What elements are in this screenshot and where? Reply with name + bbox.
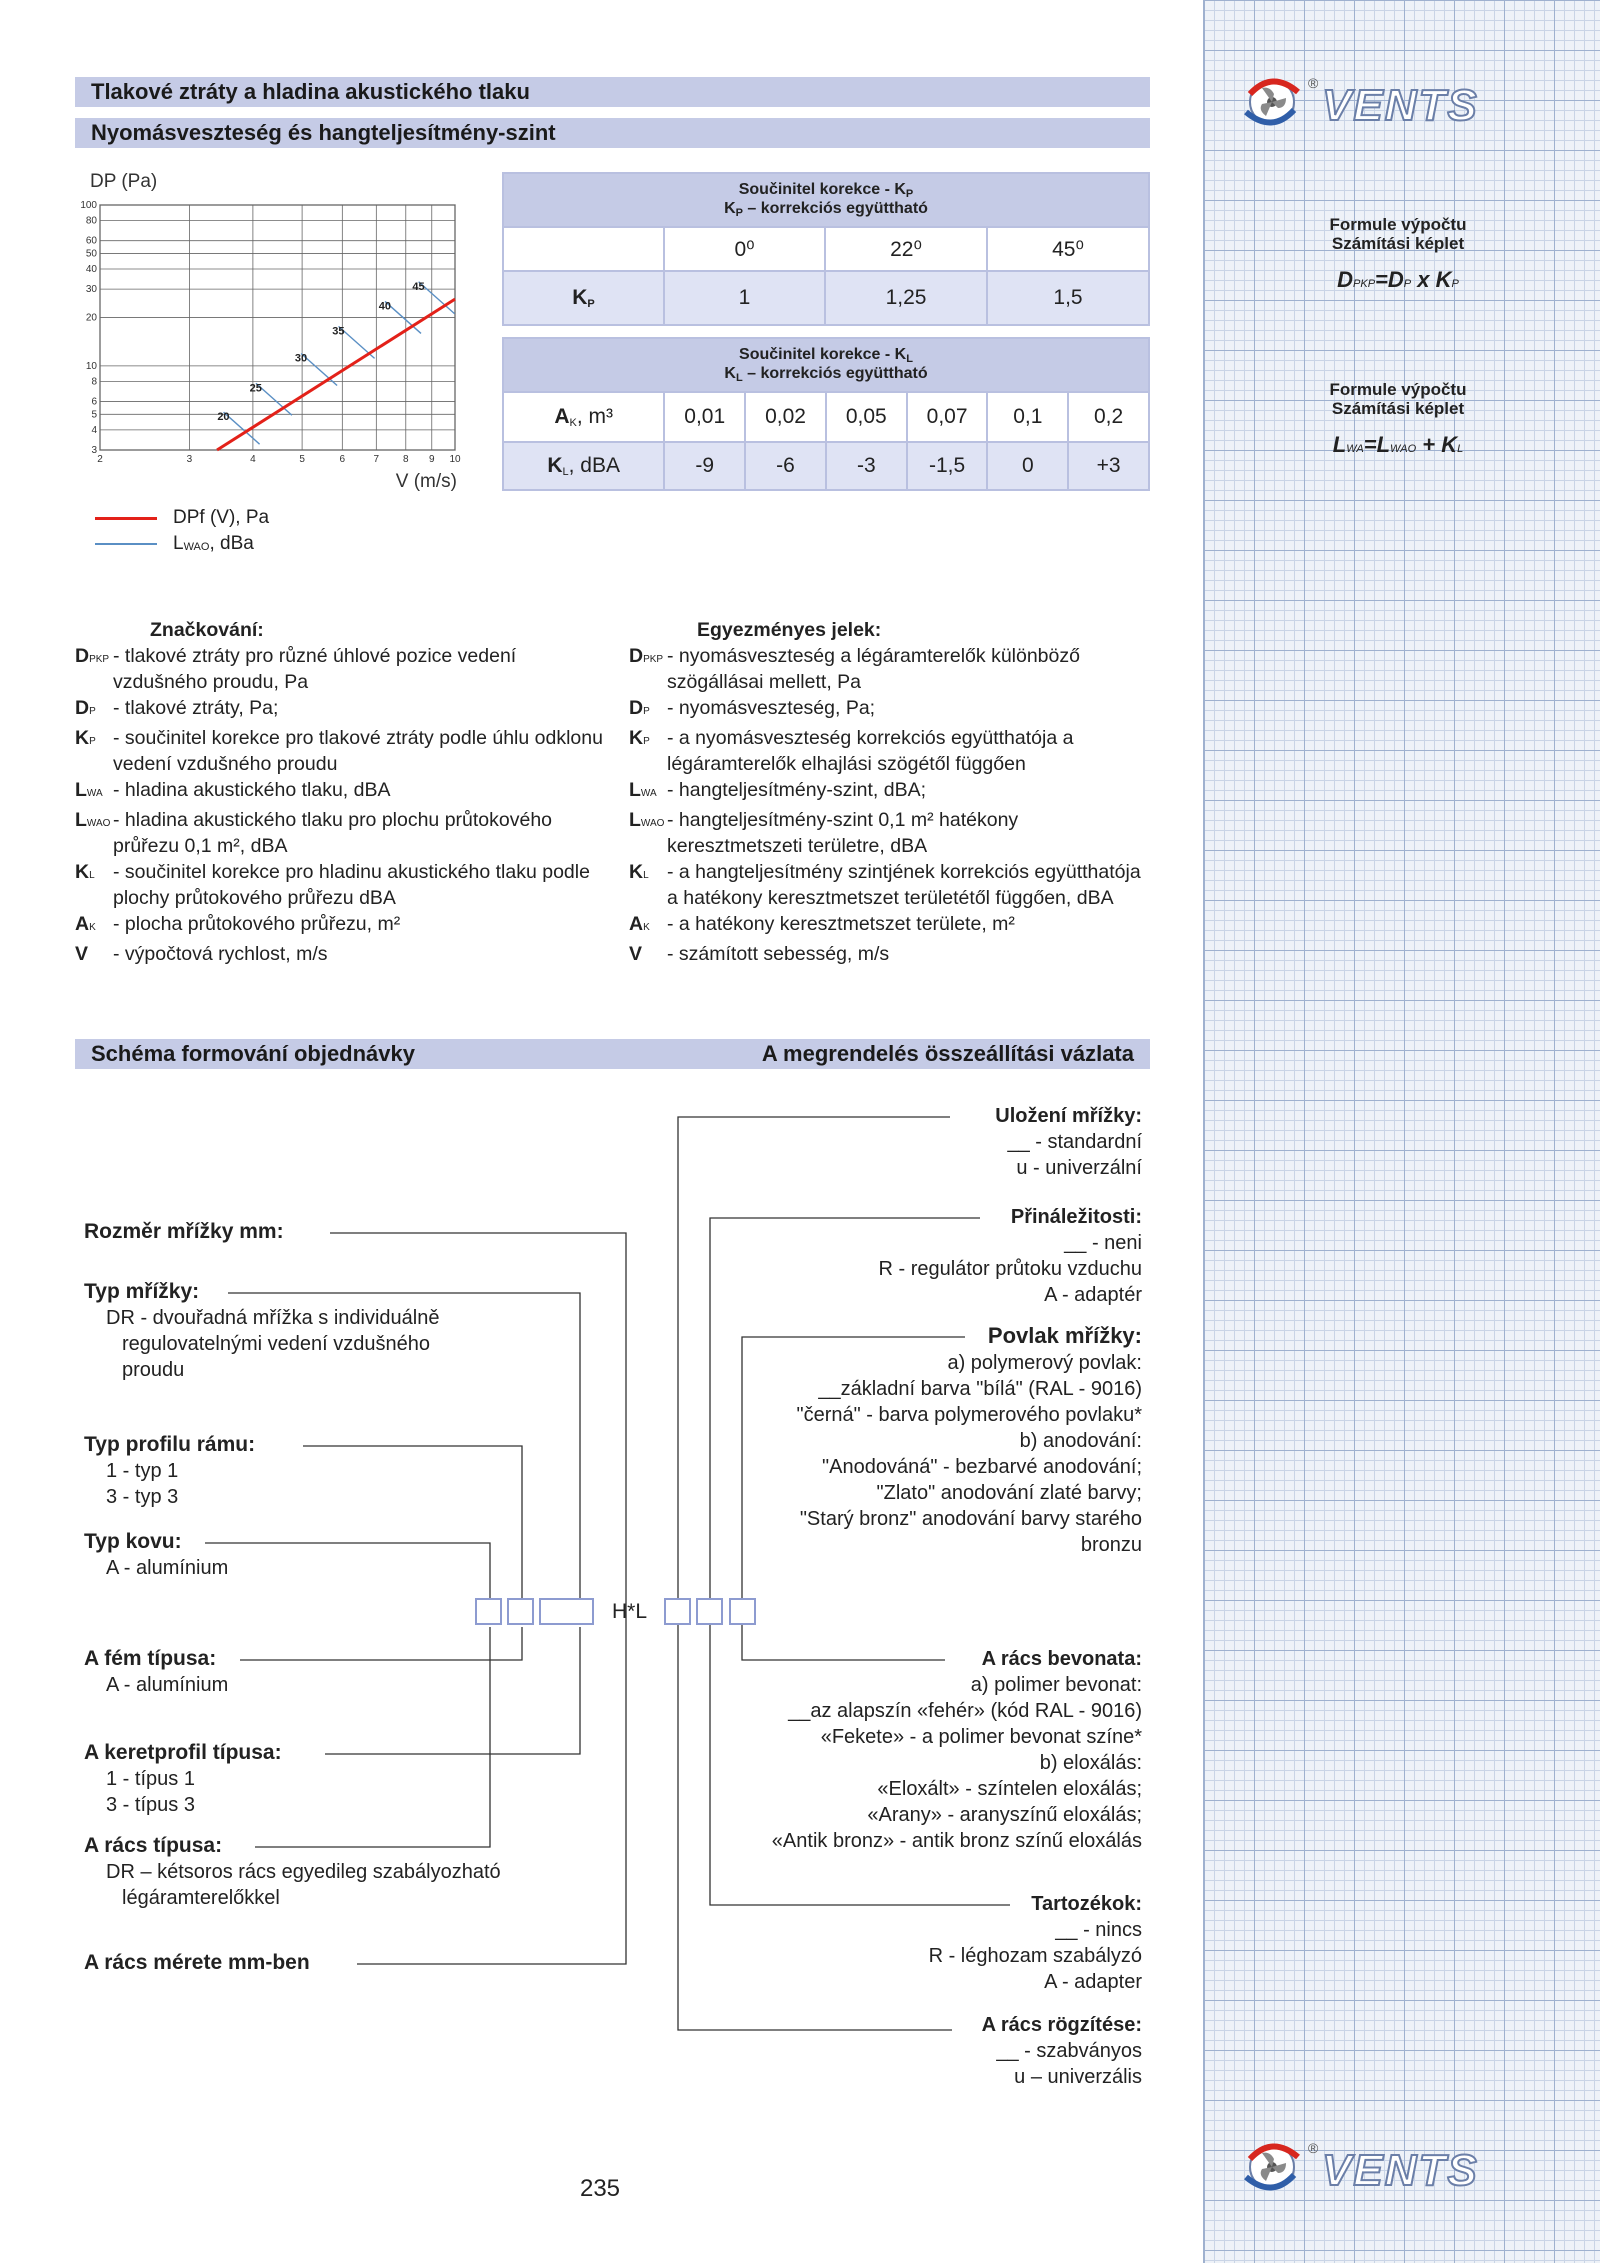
x-tick-label: 7 bbox=[373, 454, 380, 465]
order-coating-hu: A rács bevonata: a) polimer bevonat: __az alapszín «fehér» (kód RAL - 9016) «Fekete» - a polimer bevonat színe* b) eloxálás: «Eloxált» - színtelen eloxálás; «Arany» - aranyszínű eloxálás; «Antik bronz» - antik bronz színű eloxálás bbox=[771, 1648, 1142, 1852]
kp-row-label: $K_P$ bbox=[503, 271, 664, 325]
kl-value: -3 bbox=[826, 442, 907, 490]
notation-symbol: DPKP bbox=[629, 645, 664, 667]
graph-paper-strip bbox=[1203, 0, 1600, 2263]
formula-title-hu: Számítási képlet bbox=[1331, 234, 1465, 253]
notation-symbol: KL bbox=[629, 861, 649, 883]
y-tick-label: 10 bbox=[85, 360, 97, 372]
section-header-order: Schéma formování objednávky A megrendelés összeállítási vázlata bbox=[75, 1039, 1150, 1069]
notation-symbol: DP bbox=[629, 697, 650, 719]
order-mount-hu: A rács rögzítése: __ - szabványos u – univerzális bbox=[981, 2014, 1142, 2088]
svg-text:®: ® bbox=[1308, 75, 1319, 91]
ak-row-label: $A_K$, m³ bbox=[503, 392, 664, 442]
ak-value: 0,2 bbox=[1068, 392, 1149, 442]
notation-symbol: AK bbox=[629, 913, 650, 935]
order-box-coating[interactable] bbox=[729, 1598, 756, 1625]
notation-symbol: KP bbox=[75, 727, 96, 749]
sound-level-label: 30 bbox=[294, 352, 308, 365]
notation-text: - a hatékony keresztmetszet területe, m² bbox=[667, 913, 1015, 935]
legend-item-pressure: DPf (V), Pa bbox=[95, 505, 269, 531]
sound-level-label: 40 bbox=[378, 300, 392, 313]
ak-value: 0,02 bbox=[745, 392, 826, 442]
notation-text: - součinitel korekce pro hladinu akustického tlaku podle plochy průtokového průřezu dBA bbox=[113, 861, 590, 909]
kp-value-22: 1,25 bbox=[825, 271, 987, 325]
kp-table-title: Součinitel korekce - $K_P$ $K_P$ – korrekciós együttható bbox=[503, 173, 1149, 227]
page-number: 235 bbox=[579, 2175, 621, 2202]
x-tick-label: 9 bbox=[428, 454, 435, 465]
legend-item-sound: L WAO , dBa bbox=[95, 531, 269, 557]
sound-level-label: 25 bbox=[249, 382, 262, 395]
notation-symbol: DP bbox=[75, 697, 96, 719]
y-tick-label: 40 bbox=[85, 264, 97, 276]
notation-symbol: KL bbox=[75, 861, 95, 883]
order-box-metal[interactable] bbox=[475, 1598, 502, 1625]
x-tick-label: 2 bbox=[97, 454, 103, 465]
notation-text: - a nyomásveszteség korrekciós együtthatója a légáramterelők elhajlási szögétől függően bbox=[667, 727, 1074, 775]
kl-value: -1,5 bbox=[907, 442, 988, 490]
notation-symbol: AK bbox=[75, 913, 96, 935]
y-tick-label: 50 bbox=[85, 248, 97, 260]
kl-row-label: $K_L$, dBA bbox=[503, 442, 664, 490]
x-tick-label: 8 bbox=[402, 454, 409, 465]
order-accessories-hu: Tartozékok: __ - nincs R - léghozam szabályzó A - adapter bbox=[928, 1893, 1142, 1993]
notation-text: - számított sebesség, m/s bbox=[667, 943, 890, 965]
notation-text: - tlakové ztráty, Pa; bbox=[113, 697, 279, 719]
notation-symbol: DPKP bbox=[75, 645, 110, 667]
kp-value-45: 1,5 bbox=[987, 271, 1149, 325]
notation-text: - součinitel korekce pro tlakové ztráty podle úhlu odklonu vedení vzdušného proudu bbox=[113, 727, 603, 775]
order-type-hu: A rács típusa: DR – kétsoros rács egyedileg szabályozható légáramterelőkkel bbox=[84, 1834, 501, 1909]
notation-symbol: KP bbox=[629, 727, 650, 749]
svg-text:®: ® bbox=[1308, 2140, 1319, 2156]
order-profile-hu: A keretprofil típusa: 1 - típus 1 3 - típus 3 bbox=[84, 1741, 282, 1816]
notation-text: - nyomásveszteség a légáramterelők különböző szögállásai mellett, Pa bbox=[667, 645, 1080, 693]
ak-value: 0,05 bbox=[826, 392, 907, 442]
y-tick-label: 6 bbox=[91, 396, 97, 408]
x-axis-label: V (m/s) bbox=[395, 471, 457, 492]
notation-text: - nyomásveszteség, Pa; bbox=[667, 697, 876, 719]
kp-angle-0: 0⁰ bbox=[664, 227, 825, 271]
kl-value: -9 bbox=[664, 442, 745, 490]
notation-text: - tlakové ztráty pro různé úhlové pozice vedení vzdušného proudu, Pa bbox=[113, 645, 517, 693]
x-tick-label: 5 bbox=[299, 454, 305, 465]
notation-symbol: V bbox=[629, 943, 643, 965]
notation-text: - hangteljesítmény-szint 0,1 m² hatékony keresztmetszeti területre, dBA bbox=[667, 809, 1019, 857]
order-coating-cz: Povlak mřížky: a) polymerový povlak: __základní barva "bílá" (RAL - 9016) "černá" - barva polymerového povlaku* b) anodování: "Anodováná" - bezbarvé anodování; "Zlato" anodování zlaté barvy; "Starý bronz" anodování barvy starého bronzu bbox=[796, 1323, 1142, 1556]
order-metal-hu: A fém típusa: A - alumínium bbox=[84, 1647, 229, 1696]
notation-symbol: LWA bbox=[75, 779, 103, 801]
y-tick-label: 20 bbox=[85, 312, 97, 324]
ak-value: 0,01 bbox=[664, 392, 745, 442]
y-tick-label: 5 bbox=[91, 409, 97, 421]
y-tick-label: 4 bbox=[91, 424, 97, 436]
sound-level-label: 35 bbox=[332, 325, 345, 338]
formula-title-cz: Formule výpočtu bbox=[1329, 380, 1467, 399]
formula-title-hu: Számítási képlet bbox=[1331, 399, 1465, 418]
order-type-cz: Typ mřížky: DR - dvouřadná mřížka s individuálně regulovatelnými vedení vzdušného proudu bbox=[84, 1280, 440, 1381]
formula-sound bbox=[1233, 380, 1563, 458]
x-tick-label: 6 bbox=[339, 454, 346, 465]
notation-symbol: V bbox=[75, 943, 89, 965]
order-mount-cz: Uložení mřížky: __ - standardní u - univerzální bbox=[995, 1105, 1142, 1179]
y-tick-label: 8 bbox=[91, 376, 97, 388]
kl-value: -6 bbox=[745, 442, 826, 490]
notation-text: - a hangteljesítmény szintjének korrekciós együtthatója a hatékony keresztmetszet területétől függően, dBA bbox=[667, 861, 1141, 909]
notation-symbol: LWAO bbox=[75, 809, 111, 831]
y-tick-label: 30 bbox=[85, 284, 97, 296]
notation-symbol: LWAO bbox=[629, 809, 665, 831]
formula-title-cz: Formule výpočtu bbox=[1329, 215, 1467, 234]
y-tick-label: 80 bbox=[85, 215, 97, 227]
y-tick-label: 100 bbox=[80, 200, 97, 211]
kp-angle-45: 45⁰ bbox=[987, 227, 1149, 271]
order-box-profile[interactable] bbox=[507, 1598, 534, 1625]
order-size-hu: A rács mérete mm-ben bbox=[84, 1951, 310, 1974]
notation-text: - výpočtová rychlost, m/s bbox=[113, 943, 328, 965]
y-tick-label: 3 bbox=[91, 445, 97, 456]
y-tick-label: 60 bbox=[85, 235, 97, 247]
order-box-accessories[interactable] bbox=[696, 1598, 723, 1625]
order-metal-cz: Typ kovu: A - alumínium bbox=[84, 1530, 229, 1579]
ak-value: 0,1 bbox=[987, 392, 1068, 442]
kp-value-0: 1 bbox=[664, 271, 825, 325]
notation-cz-title: Značkování: bbox=[150, 619, 264, 641]
order-size-placeholder: H*L bbox=[612, 1600, 648, 1623]
formula-lwa: LWA=LWAO + KL bbox=[1332, 432, 1464, 457]
kp-angle-22: 22⁰ bbox=[825, 227, 987, 271]
svg-text:VENTS: VENTS bbox=[1322, 81, 1479, 130]
order-accessories-cz: Přináležitosti: __ - neni R - regulátor průtoku vzduchu A - adaptér bbox=[878, 1206, 1142, 1306]
section-header-pressure-hu: Nyomásveszteség és hangteljesítmény-szint bbox=[75, 118, 1150, 148]
x-tick-label: 3 bbox=[186, 454, 193, 465]
fan-icon bbox=[1246, 80, 1298, 124]
y-axis-label: DP (Pa) bbox=[90, 171, 158, 192]
notation-hu-title: Egyezményes jelek: bbox=[697, 619, 882, 641]
svg-text:VENTS: VENTS bbox=[1322, 2146, 1479, 2195]
x-tick-label: 10 bbox=[449, 454, 461, 465]
formula-pressure bbox=[1233, 215, 1563, 293]
order-size-cz: Rozměr mřížky mm: bbox=[84, 1220, 284, 1243]
notation-text: - hladina akustického tlaku, dBA bbox=[113, 779, 391, 801]
notation-text: - hladina akustického tlaku pro plochu průtokového průřezu 0,1 m², dBA bbox=[113, 809, 553, 857]
order-box-mount[interactable] bbox=[664, 1598, 691, 1625]
kl-value: 0 bbox=[987, 442, 1068, 490]
notation-symbol: LWA bbox=[629, 779, 657, 801]
x-tick-label: 4 bbox=[250, 454, 256, 465]
sound-level-label: 20 bbox=[217, 411, 230, 424]
order-profile-cz: Typ profilu rámu: 1 - typ 1 3 - typ 3 bbox=[84, 1433, 256, 1508]
kl-value: +3 bbox=[1068, 442, 1149, 490]
section-header-pressure-cz: Tlakové ztráty a hladina akustického tlaku bbox=[75, 77, 1150, 107]
notation-text: - plocha průtokového průřezu, m² bbox=[113, 913, 401, 935]
sound-level-label: 45 bbox=[412, 280, 425, 293]
notation-text: - hangteljesítmény-szint, dBA; bbox=[667, 779, 927, 801]
formula-dpkp: DPKP=DP x KP bbox=[1337, 267, 1459, 292]
ak-value: 0,07 bbox=[907, 392, 988, 442]
kl-table-title: Součinitel korekce - $K_L$ $K_L$ – korrekciós együttható bbox=[503, 338, 1149, 392]
order-box-type[interactable] bbox=[539, 1598, 594, 1625]
vents-logo bbox=[1232, 70, 1562, 130]
